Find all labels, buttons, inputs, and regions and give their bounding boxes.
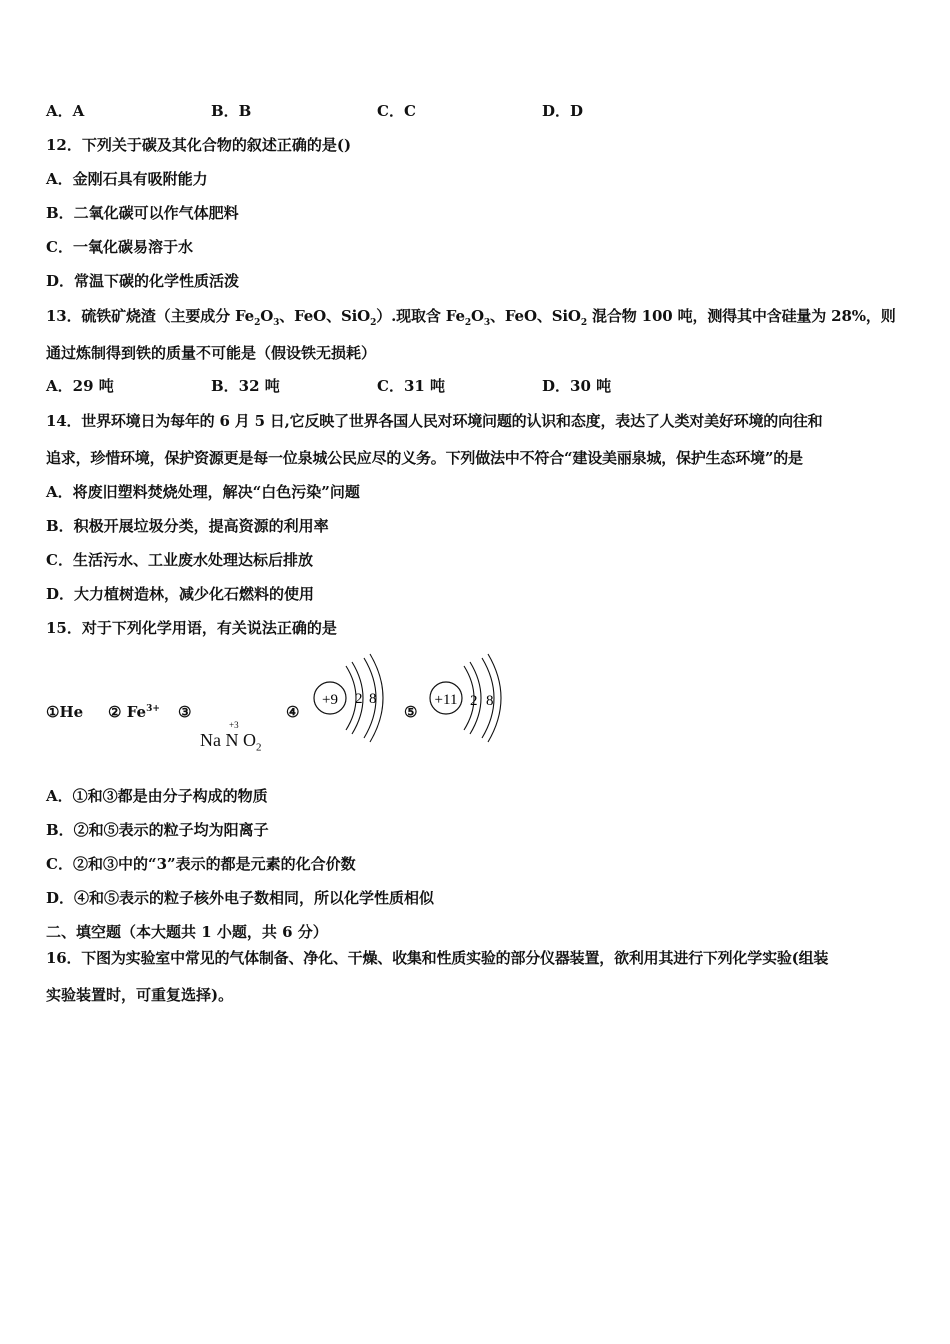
q16-stem-line1: 16．下图为实验室中常见的气体制备、净化、干燥、收集和性质实验的部分仪器装置，欲利用其进行下列化学实验(组装 xyxy=(46,949,829,967)
q13-option-c: C．31 吨 xyxy=(377,377,446,395)
q13-option-d: D．30 吨 xyxy=(542,377,612,395)
q15-item-2: ② $Fe^{3+}$ xyxy=(108,703,160,721)
shell-2-electron-count: 8 xyxy=(486,693,494,709)
q15-item-3-number: ③ xyxy=(178,703,192,721)
q15-option-a: A．①和③都是由分子构成的物质 xyxy=(46,787,268,805)
fluorine-atom-structure-diagram xyxy=(308,652,398,752)
q14-option-c: C．生活污水、工业废水处理达标后排放 xyxy=(46,551,313,569)
q12-option-b: B．二氧化碳可以作气体肥料 xyxy=(46,204,239,222)
q13-option-a: A．29 吨 xyxy=(46,377,114,395)
q14-option-b: B．积极开展垃圾分类，提高资源的利用率 xyxy=(46,517,329,535)
q15-item-3-formula: +3 Na N $O_2$ xyxy=(200,720,262,754)
q15-option-d: D．④和⑤表示的粒子核外电子数相同，所以化学性质相似 xyxy=(46,889,435,907)
nucleus-charge: +11 xyxy=(434,692,458,708)
nucleus-charge: +9 xyxy=(322,692,338,708)
q12-option-d: D．常温下碳的化学性质活泼 xyxy=(46,272,240,290)
q12-option-c: C．一氧化碳易溶于水 xyxy=(46,238,193,256)
q11-option-c: C．C xyxy=(377,102,416,120)
shell-1-electron-count: 2 xyxy=(355,691,363,707)
sodium-ion-structure-diagram xyxy=(426,652,516,752)
q13-option-b: B．32 吨 xyxy=(211,377,280,395)
q14-option-a: A．将废旧塑料焚烧处理，解决“白色污染”问题 xyxy=(46,483,360,501)
q15-item-5-number: ⑤ xyxy=(404,703,418,721)
q13-stem-line1: 13．硫铁矿烧渣（主要成分 $Fe_2O_3$、FeO、SiO$_2$）.现取含 $Fe_2O_3$、FeO、SiO$_2$ 混合物 100 吨，测得其中含硅量为 28%，则 xyxy=(46,307,896,328)
q15-option-b: B．②和⑤表示的粒子均为阳离子 xyxy=(46,821,269,839)
section-2-heading: 二、填空题（本大题共 1 小题，共 6 分） xyxy=(46,923,328,941)
q11-option-d: D．D xyxy=(542,102,584,120)
shell-2-electron-count: 8 xyxy=(369,691,377,707)
q15-option-c: C．②和③中的“3”表示的都是元素的化合价数 xyxy=(46,855,356,873)
shell-1-electron-count: 2 xyxy=(470,693,478,709)
q12-option-a: A．金刚石具有吸附能力 xyxy=(46,170,208,188)
q15-chemical-symbols xyxy=(46,650,566,760)
q12-stem: 12．下列关于碳及其化合物的叙述正确的是() xyxy=(46,136,352,154)
q14-stem-line1: 14．世界环境日为每年的 6 月 5 日,它反映了世界各国人民对环境问题的认识和态度，表达了人类对美好环境的向往和 xyxy=(46,412,823,430)
q13-stem-line2: 通过炼制得到铁的质量不可能是（假设铁无损耗） xyxy=(46,344,377,362)
q14-option-d: D．大力植树造林，减少化石燃料的使用 xyxy=(46,585,315,603)
q15-stem: 15．对于下列化学用语，有关说法正确的是 xyxy=(46,619,337,637)
q11-option-a: A．A xyxy=(46,102,85,120)
q15-item-4-number: ④ xyxy=(286,703,300,721)
q14-stem-line2: 追求，珍惜环境，保护资源更是每一位泉城公民应尽的义务。下列做法中不符合“建设美丽泉城，保护生态环境”的是 xyxy=(46,449,803,467)
q11-option-b: B．B xyxy=(211,102,252,120)
q15-item-1: ①He xyxy=(46,703,84,721)
q16-stem-line2: 实验装置时，可重复选择)。 xyxy=(46,986,234,1004)
